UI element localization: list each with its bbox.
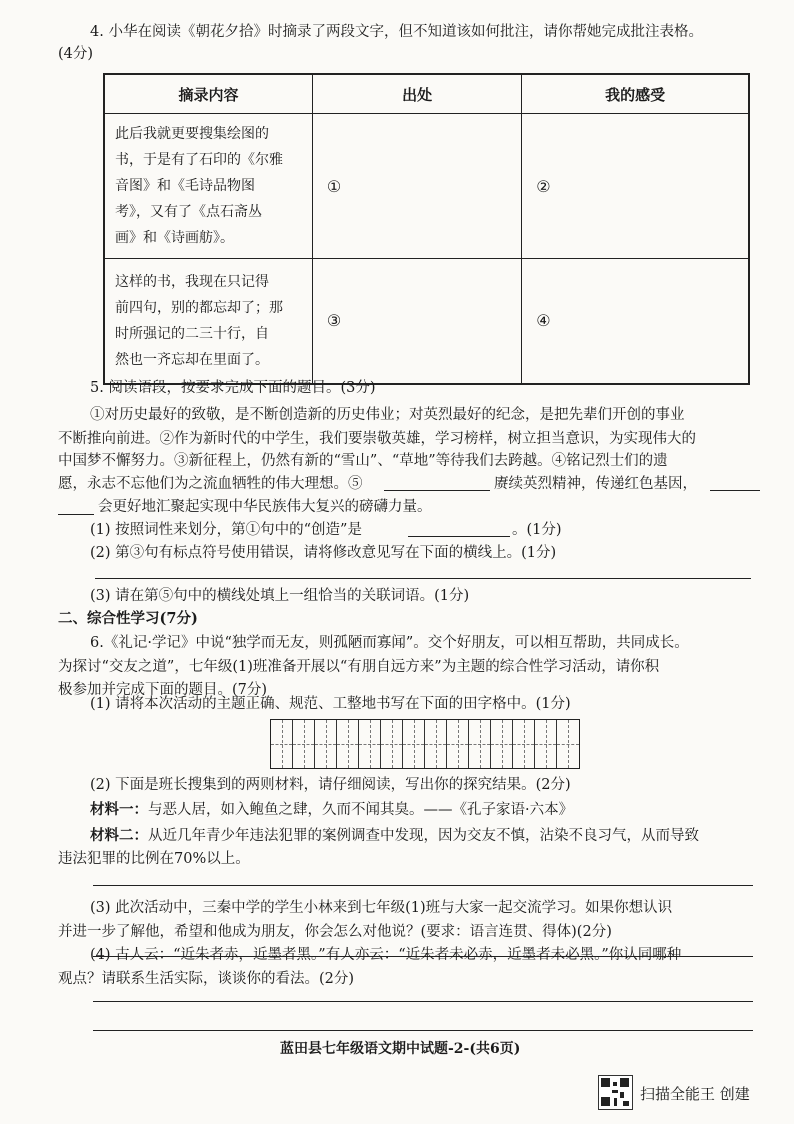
qr-code-icon: [598, 1075, 633, 1110]
material-text: 违法犯罪的比例在70%以上。: [58, 851, 250, 867]
page-footer: 蓝田县七年级语文期中试题-2-(共6页): [280, 1041, 521, 1057]
answer-line[interactable]: [93, 1001, 753, 1002]
q5-title: 5. 阅读语段，按要求完成下面的题目。(3分): [90, 380, 376, 396]
material-label: 材料一：: [90, 801, 148, 818]
q6-intro-line: 6.《礼记·学记》中说“独学而无友，则孤陋而寡闻”。交个好朋友，可以相互帮助，共同成长。: [90, 635, 689, 651]
q6-subquestion-4: (4) 古人云：“近朱者赤，近墨者黑。”有人亦云：“近朱者未必赤，近墨者未必黑。”你认同哪种: [90, 947, 682, 963]
q6-intro-line: 为探讨“交友之道”，七年级(1)班准备开展以“有朋自远方来”为主题的综合性学习活动，请你积: [58, 659, 660, 675]
grid-cell[interactable]: [381, 720, 403, 768]
q6-subquestion-1: (1) 请将本次活动的主题正确、规范、工整地书写在下面的田字格中。(1分): [90, 696, 571, 712]
q5-subquestion-1: (1) 按照词性来划分，第①句中的“创造”是: [90, 522, 362, 538]
q6-subquestion-3: (3) 此次活动中，三秦中学的学生小林来到七年级(1)班与大家一起交流学习。如果你想认识: [90, 900, 673, 916]
source-answer-cell[interactable]: ①: [312, 114, 521, 259]
source-answer-cell[interactable]: ③: [312, 259, 521, 384]
grid-cell[interactable]: [491, 720, 513, 768]
q6-subquestion-3: 并进一步了解他，希望和他成为朋友，你会怎么对他说？(要求：语言连贯、得体)(2分): [58, 924, 612, 940]
q5-paragraph-line: 愿，永志不忘他们为之流血牺牲的伟大理想。⑤: [58, 476, 363, 492]
annotation-table: [103, 73, 750, 385]
answer-line[interactable]: [93, 885, 753, 886]
tianzi-grid[interactable]: [270, 719, 580, 769]
grid-cell[interactable]: [271, 720, 293, 768]
material-1: [90, 800, 573, 820]
q5-paragraph-line: ①对历史最好的致敬，是不断创造新的历史伟业；对英烈最好的纪念，是把先辈们开创的事业: [90, 407, 685, 423]
grid-cell[interactable]: [359, 720, 381, 768]
footer-rule: [93, 1030, 753, 1031]
q4-score: (4分): [58, 46, 94, 62]
q5-paragraph-line: 不断推向前进。②作为新时代的中学生，我们要崇敬英雄，学习榜样，树立担当意识，为实现伟大的: [58, 431, 696, 447]
q6-intro-line: 极参加并完成下面的题目。(7分): [58, 682, 268, 698]
table-row: [104, 259, 749, 384]
blank-line[interactable]: [384, 490, 490, 491]
table-row: [104, 114, 749, 259]
feeling-answer-cell[interactable]: ④: [522, 259, 749, 384]
grid-cell[interactable]: [535, 720, 557, 768]
grid-cell[interactable]: [469, 720, 491, 768]
grid-cell[interactable]: [557, 720, 579, 768]
table-header: 出处: [312, 74, 521, 114]
grid-cell[interactable]: [425, 720, 447, 768]
material-text: 与恶人居，如入鲍鱼之肆，久而不闻其臭。——《孔子家语·六本》: [148, 802, 574, 818]
quote-cell: 这样的书，我现在只记得 前四句，别的都忘却了；那 时所强记的二三十行，自 然也一齐忘却在里面了。: [104, 259, 312, 384]
table-header: 摘录内容: [104, 74, 312, 114]
grid-cell[interactable]: [337, 720, 359, 768]
blank-line[interactable]: [58, 514, 94, 515]
answer-line[interactable]: [95, 578, 751, 579]
grid-cell[interactable]: [403, 720, 425, 768]
feeling-answer-cell[interactable]: ②: [522, 114, 749, 259]
material-text: 从近几年青少年违法犯罪的案例调查中发现，因为交友不慎，沾染不良习气，从而导致: [148, 828, 699, 844]
watermark-text: 扫描全能王 创建: [640, 1085, 750, 1103]
q5-paragraph-line: 赓续英烈精神，传递红色基因，: [494, 476, 697, 492]
table-header-row: [104, 74, 749, 114]
grid-cell[interactable]: [447, 720, 469, 768]
q6-subquestion-2: (2) 下面是班长搜集到的两则材料，请仔细阅读，写出你的探究结果。(2分): [90, 777, 571, 793]
material-2: [90, 826, 699, 846]
blank-line[interactable]: [710, 490, 760, 491]
grid-cell[interactable]: [315, 720, 337, 768]
q5-subquestion-2: (2) 第③句有标点符号使用错误，请将修改意见写在下面的横线上。(1分): [90, 545, 557, 561]
q4-line1: 4. 小华在阅读《朝花夕拾》时摘录了两段文字，但不知道该如何批注，请你帮她完成批注表格。: [90, 24, 703, 40]
answer-blank[interactable]: [408, 536, 510, 537]
material-label: 材料二：: [90, 827, 148, 844]
quote-cell: 此后我就更要搜集绘图的 书，于是有了石印的《尔雅 音图》和《毛诗品物图 考》，又有了《点石斋丛 画》和《诗画舫》。: [104, 114, 312, 259]
section-title: 二、综合性学习(7分): [58, 610, 198, 627]
grid-cell[interactable]: [293, 720, 315, 768]
table-header: 我的感受: [522, 74, 749, 114]
q6-subquestion-4: 观点？请联系生活实际，谈谈你的看法。(2分): [58, 971, 355, 987]
q5-paragraph-line: 中国梦不懈努力。③新征程上，仍然有新的“雪山”、“草地”等待我们去跨越。④铭记烈士们的遗: [58, 453, 668, 469]
q5-subquestion-1-score: 。(1分): [512, 522, 562, 538]
grid-cell[interactable]: [513, 720, 535, 768]
q5-subquestion-3: (3) 请在第⑤句中的横线处填上一组恰当的关联词语。(1分): [90, 588, 470, 604]
q5-paragraph-line: 会更好地汇聚起实现中华民族伟大复兴的磅礴力量。: [98, 499, 432, 515]
